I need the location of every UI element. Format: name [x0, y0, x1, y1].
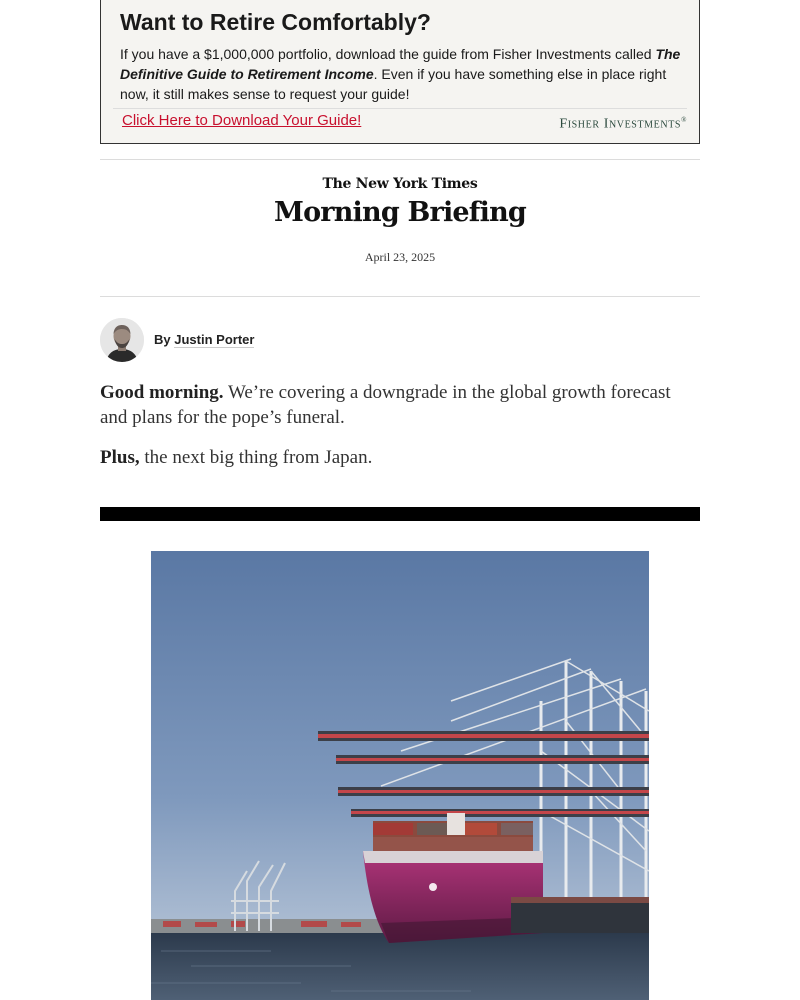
intro-paragraph	[100, 380, 700, 430]
ad-book-title: The Definitive Guide to Retirement Income	[120, 46, 681, 82]
author-link[interactable]: Justin Porter	[174, 332, 255, 347]
ad-content	[113, 0, 687, 108]
header-divider-bottom	[100, 296, 700, 297]
intro-lead-text: We’re covering a downgrade in the global growth forecast and plans for the pope’s funeral.	[100, 382, 671, 428]
ad-divider	[113, 108, 687, 109]
byline	[100, 318, 700, 362]
intro-plus-bold: Plus,	[100, 447, 140, 468]
ad-download-link[interactable]: Click Here to Download Your Guide!	[122, 112, 362, 129]
ad-brand-logo	[559, 116, 687, 133]
ad-body	[120, 44, 685, 104]
container-ship-port-image	[151, 551, 649, 1000]
intro-plus-paragraph	[100, 445, 700, 470]
newsletter-title: Morning Briefing	[274, 197, 526, 228]
nyt-logo[interactable]: The New York Times	[322, 176, 478, 192]
ad-body-text-2: . Even if you have something else in place right now, it still makes sense to request your guide!	[120, 66, 667, 102]
byline-prefix: By	[154, 332, 171, 347]
article-photo[interactable]	[151, 551, 649, 1000]
header-divider-top	[100, 159, 700, 160]
ad-brand-name: Fisher Investments	[559, 116, 682, 132]
intro-lead-bold: Good morning.	[100, 382, 224, 403]
author-photo-icon	[100, 318, 144, 362]
ad-banner[interactable]	[100, 0, 700, 144]
author-avatar	[100, 318, 144, 362]
byline-text	[154, 332, 254, 347]
intro-plus-text: the next big thing from Japan.	[139, 447, 373, 468]
ad-body-text-1: If you have a $1,000,000 portfolio, download the guide from Fisher Investments called	[120, 46, 656, 62]
section-divider-bar	[100, 507, 700, 521]
intro	[100, 380, 700, 485]
ad-brand-mark: ®	[681, 116, 687, 124]
ad-headline: Want to Retire Comfortably?	[120, 9, 431, 35]
newsletter-date: April 23, 2025	[364, 250, 436, 264]
